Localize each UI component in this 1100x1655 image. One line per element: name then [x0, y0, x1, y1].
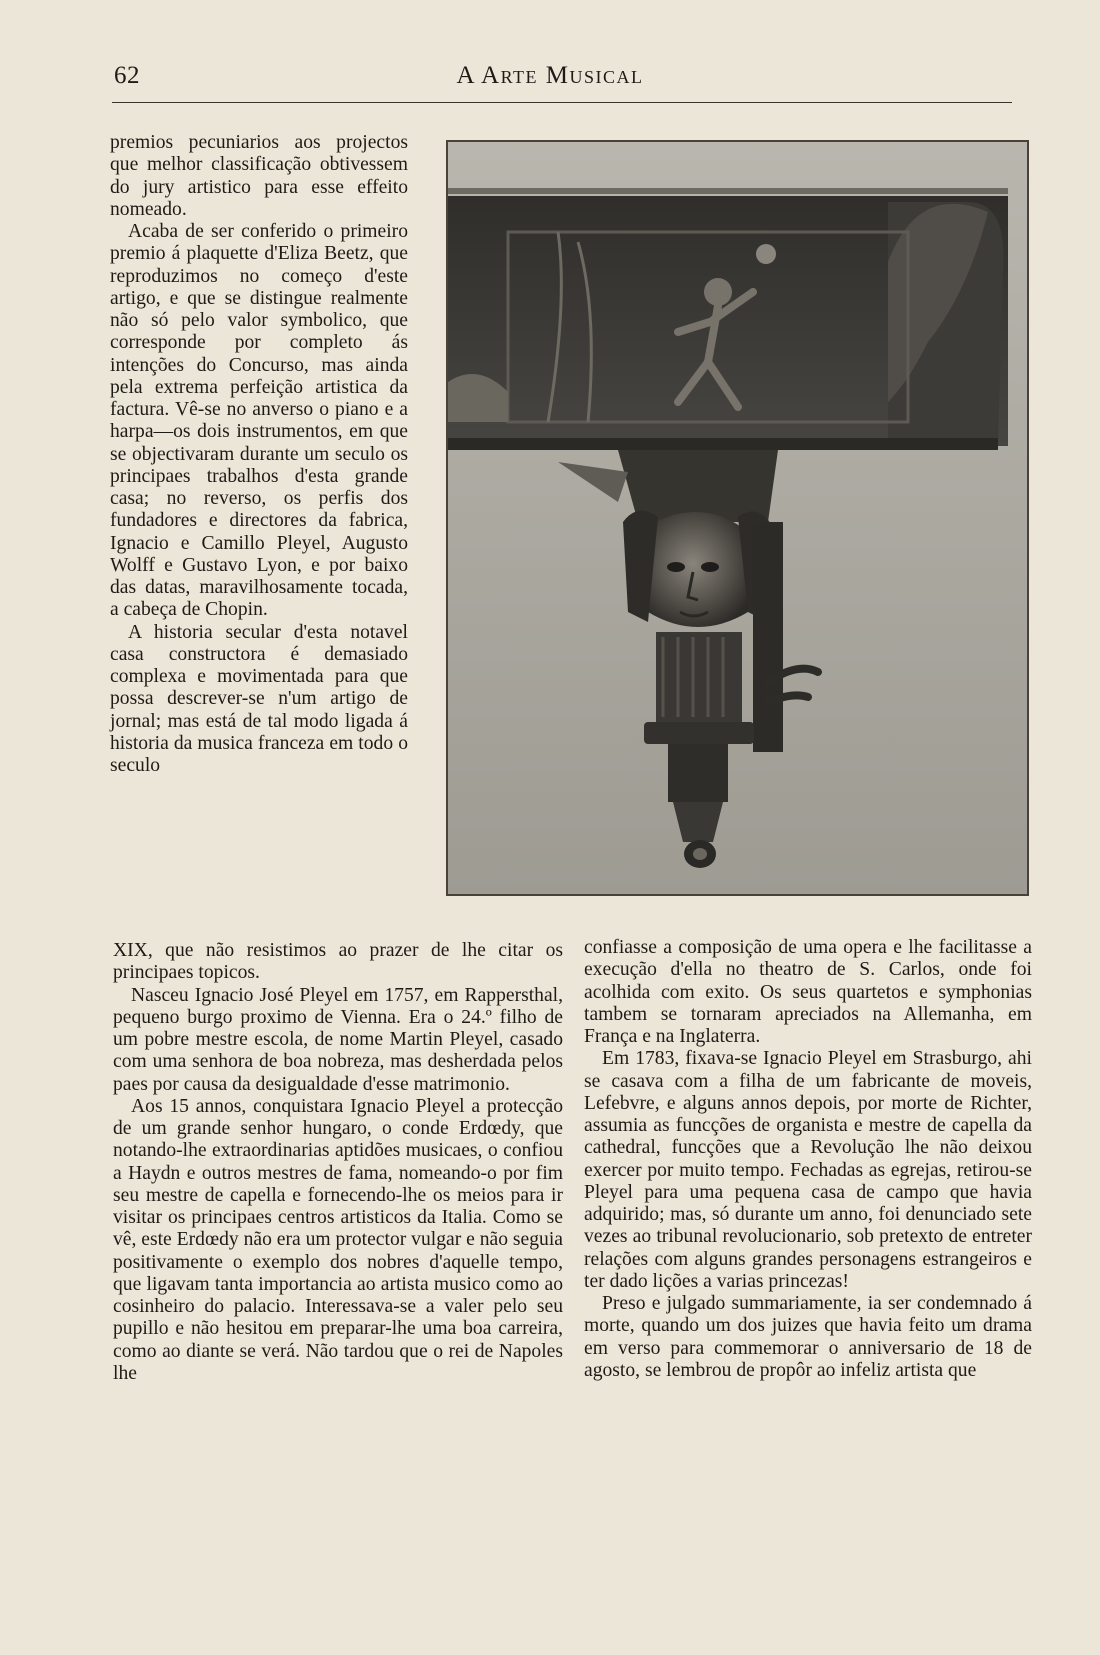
paragraph: confiasse a composição de uma opera e lhe facilitasse a execução d'ella no theatro de S. Carlos, onde foi acolhida com exito. Os seus quartetos e symphonias tambem se tornaram apreciados na Allemanha, em França e na Inglaterra. — [584, 937, 1032, 1047]
journal-title: A Arte Musical — [456, 62, 644, 89]
paragraph: Em 1783, fixava-se Ignacio Pleyel em Strasburgo, ahi se casava com a filha de um fabricante de moveis, Lefebvre, e alguns annos depois, por morte de Richter, assumia as funcções de organista e mestre de capella da cathedral, funcções que a Revolução lhe não deixou exercer por muito tempo. Fechadas as egrejas, retirou-se Pleyel para uma pequena casa de campo que havia adquirido; mas, só durante um anno, foi denunciado sete vezes ao tribunal revolucionario, sob pretexto de entreter relações com alguns grandes personagens estrangeiros e ter dado lições a varias princezas! — [584, 1048, 1032, 1292]
paragraph: Preso e julgado summariamente, ia ser condemnado á morte, quando um dos juizes que havia feito um drama em verso para commemorar o anniversario de 18 de agosto, se lembrou de propôr ao infeliz artista que — [584, 1293, 1032, 1381]
text-column-bottom-left — [113, 940, 563, 1385]
text-column-top-left — [110, 132, 408, 777]
piano-leg-engraving — [448, 142, 1027, 894]
piano-leg-photograph — [446, 140, 1029, 896]
paragraph: Nasceu Ignacio José Pleyel em 1757, em Rappersthal, pequeno burgo proximo de Vienna. Era o 24.º filho de um pobre mestre escola, de nome Martin Pleyel, casado com uma senhora de boa nobreza, mas desherdada pelos paes por causa da desigualdade d'esse matrimonio. — [113, 984, 563, 1095]
paragraph: Acaba de ser conferido o primeiro premio á plaquette d'Eliza Beetz, que reproduzimos no começo d'este artigo, e que se distingue realmente não só pelo valor symbolico, que corresponde por completo ás intenções do Concurso, mas ainda pela extrema perfeição artistica da factura. Vê-se no anverso o piano e a harpa—os dois instrumentos, em que se objectivaram durante um seculo os principaes trabalhos d'esta grande casa; no reverso, os perfis dos fundadores e directores da fabrica, Ignacio e Camillo Pleyel, Augusto Wolff e Gustavo Lyon, e por baixo das datas, maravilhosamente tocada, a cabeça de Chopin. — [110, 221, 408, 621]
text-column-right — [584, 937, 1032, 1382]
paragraph: Aos 15 annos, conquistara Ignacio Pleyel a protecção de um grande senhor hungaro, o conde Erdœdy, que notando-lhe extraordinarias aptidões musicaes, o confiou a Haydn e outros mestres de fama, nomeando-o por fim seu mestre de capella e fornecendo-lhe os meios para ir visitar os principaes centros artisticos da Italia. Como se vê, este Erdœdy não era um protector vulgar e não seguia positivamente o exemplo dos nobres d'aquelle tempo, que ligavam tanta importancia ao artista musico como ao cosinheiro do palacio. Interessava-se a valer pelo seu pupillo e não hesitou em preparar-lhe uma boa carreira, como ao diante se verá. Não tardou que o rei de Napoles lhe — [113, 1095, 563, 1384]
paragraph: XIX, que não resistimos ao prazer de lhe citar os principaes topicos. — [113, 940, 563, 984]
paragraph: A historia secular d'esta notavel casa constructora é demasiado complexa e movimentada para que possa descrever-se n'um artigo de jornal; mas está de tal modo ligada á historia da musica franceza em todo o seculo — [110, 621, 408, 776]
page-number: 62 — [114, 62, 140, 89]
paragraph: premios pecuniarios aos projectos que melhor classificação obtivessem do jury artistico para esse effeito nomeado. — [110, 132, 408, 220]
header-rule — [112, 102, 1012, 103]
